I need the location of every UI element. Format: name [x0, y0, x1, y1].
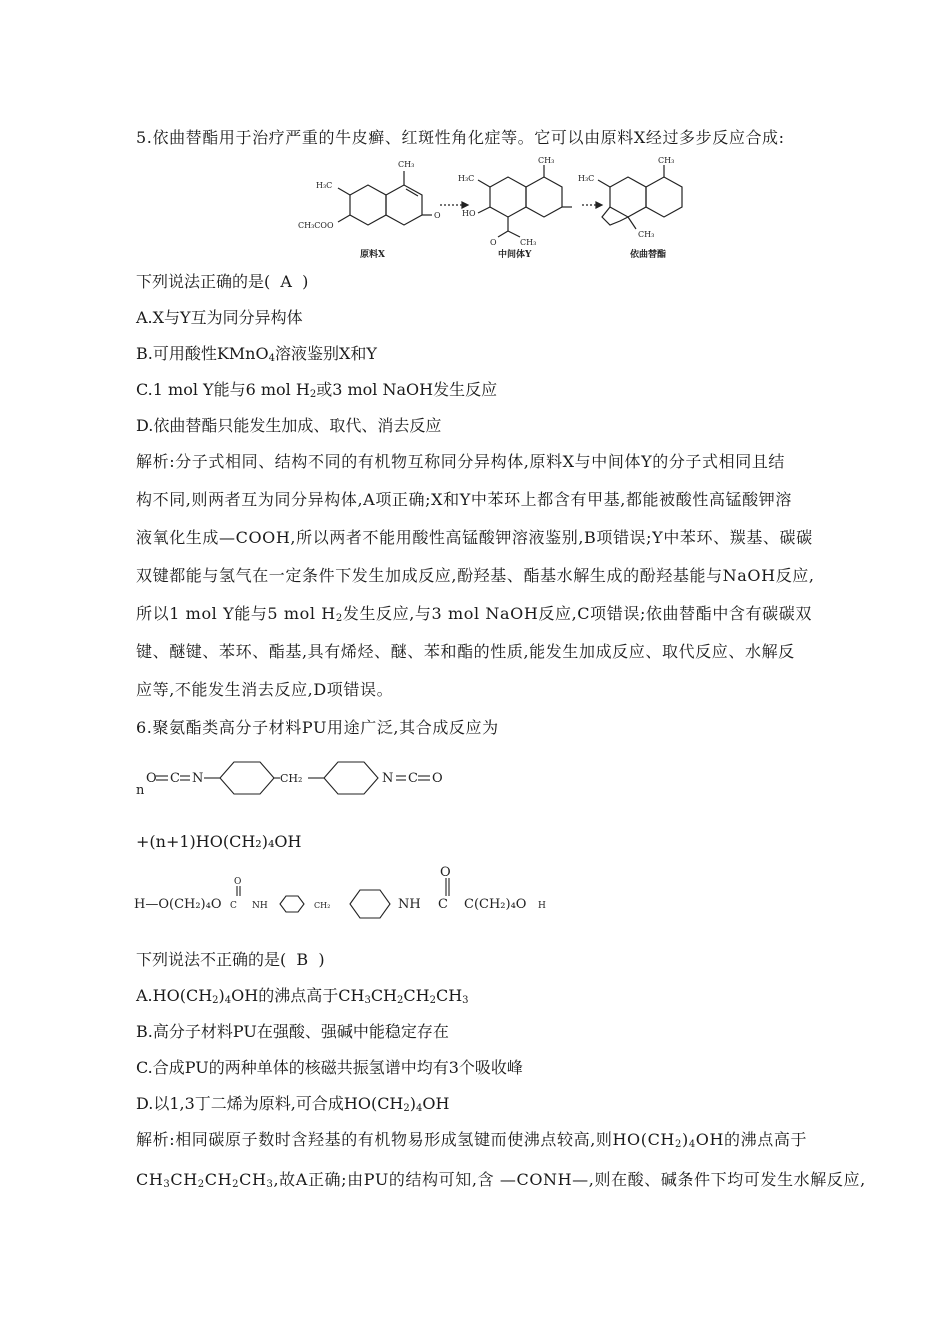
y-o-label: O — [490, 238, 497, 247]
reactant-n-label: n — [136, 783, 145, 798]
q6-stem: 6.聚氨酯类高分子材料PU用途广泛,其合成反应为 — [136, 718, 499, 737]
product-c-carbonyl: C — [230, 901, 237, 911]
q5-option-a: A.X与Y互为同分异构体 — [136, 308, 303, 327]
reactant-o-left: O — [146, 771, 157, 786]
q5-analysis-line-1: 解析:分子式相同、结构不同的有机物互称同分异构体,原料X与中间体Y的分子式相同且结 — [136, 452, 786, 471]
q6-option-c: C.合成PU的两种单体的核磁共振氢谱中均有3个吸收峰 — [136, 1058, 523, 1077]
q6-prompt-text: 下列说法不正确的是( — [136, 950, 287, 969]
product-ch2: CH₂ — [314, 901, 331, 910]
product-o-top-right: O — [440, 865, 451, 880]
product-end-h: H — [538, 901, 546, 911]
label-intermediate-y: 中间体Y — [498, 250, 532, 260]
product-nh-left: NH — [252, 901, 268, 911]
q5-answer: A — [280, 272, 292, 291]
reactant-c-left: C — [170, 771, 180, 786]
q6-option-d: D.以1,3丁二烯为原料,可合成$HO(CH_2)_4OH$ — [136, 1094, 450, 1114]
q5-stem: 5.依曲替酯用于治疗严重的牛皮癣、红斑性角化症等。它可以由原料X经过多步反应合成: — [136, 128, 785, 147]
q6-analysis-line-1: 解析:相同碳原子数时含羟基的有机物易形成氢键而使沸点较高,则$HO(CH_2)_4OH$的沸点高于 — [136, 1130, 808, 1150]
q5-analysis-line-5: 所以1 mol Y能与5 mol $H_2$发生反应,与3 mol NaOH反应,C项错误;依曲替酯中含有碳碳双 — [136, 604, 812, 624]
y-ch3-acetyl-label: CH₃ — [520, 238, 537, 247]
q6-prompt — [136, 950, 325, 970]
q5-analysis-line-4: 双键都能与氢气在一定条件下发生加成反应,酚羟基、酯基水解生成的酚羟基能与NaOH反应, — [136, 566, 815, 585]
y-ch3-label: CH₃ — [538, 156, 555, 165]
q5-analysis-line-6: 键、醚键、苯环、酯基,具有烯烃、醚、苯和酯的性质,能发生加成反应、取代反应、水解反 — [136, 642, 795, 661]
q5-option-b: B.可用酸性KMnO$_4$溶液鉴别X和Y — [136, 344, 377, 364]
p-ch3-furan-label: CH₃ — [638, 230, 655, 239]
product-h-o: H—O(CH₂)₄O — [134, 897, 222, 912]
label-product: 依曲替酯 — [630, 250, 667, 260]
q5-prompt-text: 下列说法正确的是( — [136, 272, 271, 291]
label-raw-x: 原料X — [360, 250, 385, 260]
q6-answer: B — [296, 950, 309, 969]
product-c-right: C — [438, 897, 448, 912]
product-nh-right: NH — [398, 897, 421, 912]
x-ch3coo-label: CH₃COO — [298, 221, 334, 230]
p-ch3-label: CH₃ — [658, 156, 675, 165]
reactant-n-left: N — [192, 771, 204, 786]
q5-reaction-scheme — [290, 155, 690, 265]
q5-analysis-line-2: 构不同,则两者互为同分异构体,A项正确;X和Y中苯环上都含有甲基,都能被酸性高锰酸钾溶 — [136, 490, 792, 509]
q6-plus-diol: +(n+1)HO(CH₂)₄OH — [136, 832, 302, 851]
q5-option-c: C.1 mol Y能与6 mol $H_2$或3 mol NaOH发生反应 — [136, 380, 498, 400]
q5-analysis-line-7: 应等,不能发生消去反应,D项错误。 — [136, 680, 394, 699]
q5-analysis-line-3: 液氧化生成—COOH,所以两者不能用酸性高锰酸钾溶液鉴别,B项错误;Y中苯环、羰基、碳碳 — [136, 528, 813, 547]
product-o-top-left: O — [234, 877, 242, 887]
q6-prompt-close: ) — [318, 950, 325, 969]
x-h3c-label: H₃C — [316, 181, 333, 190]
q6-product-polyurethane — [134, 862, 564, 922]
q6-option-a: $A.HO(CH_2)_4OH$的沸点高于$CH_3CH_2CH_2CH_3$ — [136, 986, 469, 1006]
reactant-n-right: N — [382, 771, 394, 786]
q6-reactant-diisocyanate — [134, 746, 464, 816]
q6-option-b: B.高分子材料PU在强酸、强碱中能稳定存在 — [136, 1022, 449, 1041]
p-h3c-label: H₃C — [578, 174, 595, 183]
product-tail: C(CH₂)₄O — [464, 897, 527, 912]
x-ch3-label: CH₃ — [398, 160, 415, 169]
q5-prompt — [136, 272, 308, 292]
reactant-ch2: CH₂ — [280, 772, 303, 785]
reactant-c-right: C — [408, 771, 418, 786]
y-h3c-label: H₃C — [458, 174, 475, 183]
q5-option-d: D.依曲替酯只能发生加成、取代、消去反应 — [136, 416, 442, 435]
x-o-label: O — [434, 211, 441, 220]
y-ho-label: HO — [462, 209, 476, 218]
q5-prompt-close: ) — [302, 272, 309, 291]
q6-analysis-line-2: $CH_3CH_2CH_2CH_3$,故A正确;由PU的结构可知,含 —CONH—,则在酸、碱条件下均可发生水解反应, — [136, 1170, 866, 1190]
reactant-o-right: O — [432, 771, 443, 786]
